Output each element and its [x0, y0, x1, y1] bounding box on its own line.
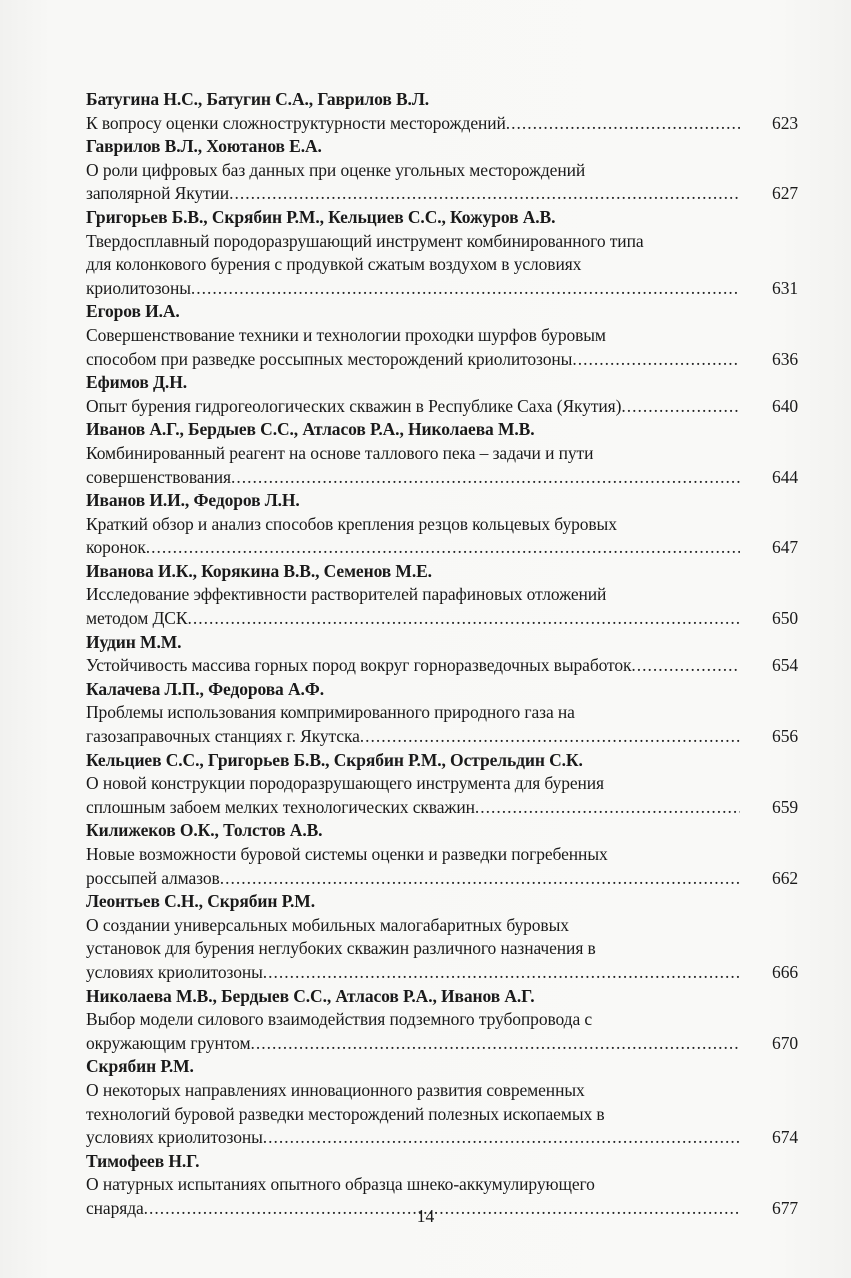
toc-entry-title-line: [86, 159, 798, 183]
toc-entry-title-line: [86, 796, 798, 820]
toc-entry-title-line: [86, 607, 798, 631]
toc-entry-title-line: [86, 961, 798, 985]
toc-entry-title-line: [86, 654, 798, 678]
dot-leader: [475, 796, 740, 820]
toc-entry-page: 659: [772, 796, 798, 817]
toc-entry-title-line: [86, 1008, 798, 1032]
toc-entry: [86, 749, 798, 820]
toc-entry-authors: Скрябин Р.М.: [86, 1056, 194, 1077]
toc-entry-title-text: условиях криолитозоны: [86, 1127, 263, 1148]
toc-entry-title-line: [86, 442, 798, 466]
toc-entry: [86, 890, 798, 984]
toc-entry-title-text: Твердосплавный породоразрушающий инструмент комбинированного типа: [86, 230, 644, 251]
toc-entry-authors: Иванов И.И., Федоров Л.Н.: [86, 490, 300, 511]
toc-entry-page: 674: [772, 1127, 798, 1148]
dot-leader: [263, 961, 740, 985]
toc-entry-title-line: [86, 348, 798, 372]
toc-entry-title-line: [86, 701, 798, 725]
dot-leader: [250, 1032, 740, 1056]
toc-entry-authors: Иванов А.Г., Бердыев С.С., Атласов Р.А., Николаева М.В.: [86, 419, 535, 440]
toc-entry-title-text: установок для бурения неглубоких скважин различного назначения в: [86, 938, 596, 959]
toc-entry-title-text: Комбинированный реагент на основе таллового пека – задачи и пути: [86, 442, 594, 463]
toc-entry-page: 654: [772, 655, 798, 676]
toc-entry-authors: Николаева М.В., Бердыев С.С., Атласов Р.А., Иванов А.Г.: [86, 985, 535, 1006]
dot-leader: [263, 1126, 740, 1150]
toc-entry-page: 666: [772, 961, 798, 982]
toc-entry-title-line: [86, 230, 798, 254]
toc-entry-authors: Калачева Л.П., Федорова А.Ф.: [86, 678, 325, 699]
toc-entry-title-text: сплошным забоем мелких технологических скважин: [86, 796, 475, 817]
toc-entry-title-text: криолитозоны: [86, 277, 191, 298]
toc-entry-title-text: снаряда: [86, 1197, 144, 1218]
toc-entry-title-line: [86, 1103, 798, 1127]
toc-entry-title-text: Краткий обзор и анализ способов крепления резцов кольцевых буровых: [86, 513, 617, 534]
page-number: 14: [416, 1206, 435, 1226]
toc-entry-page: 627: [772, 183, 798, 204]
toc-entry-title-text: Исследование эффективности растворителей парафиновых отложений: [86, 584, 607, 605]
toc-entry-title-text: Проблемы использования компримированного природного газа на: [86, 702, 575, 723]
toc-entry-page: 644: [772, 466, 798, 487]
toc-entry-title-text: Совершенствование техники и технологии проходки шурфов буровым: [86, 324, 606, 345]
toc-entry-title-line: [86, 466, 798, 490]
toc-entry-title-text: для колонкового бурения с продувкой сжатым воздухом в условиях: [86, 254, 582, 275]
toc-entry-title-text: россыпей алмазов: [86, 867, 220, 888]
toc-entry-authors: Иванова И.К., Корякина В.В., Семенов М.Е.: [86, 560, 432, 581]
toc-entry-title-line: [86, 112, 798, 136]
dot-leader: [631, 654, 740, 678]
toc-entry: [86, 985, 798, 1056]
toc-entry-title-line: [86, 253, 798, 277]
toc-entry: [86, 678, 798, 749]
toc-entry-title-line: [86, 1126, 798, 1150]
toc-entry-page: 670: [772, 1032, 798, 1053]
toc-entry-title-text: заполярной Якутии: [86, 183, 230, 204]
dot-leader: [506, 112, 740, 136]
toc-entry-page: 662: [772, 867, 798, 888]
toc-entry-title-text: О натурных испытаниях опытного образца шнеко-аккумулирующего: [86, 1174, 595, 1195]
toc-entry-authors: Иудин М.М.: [86, 631, 182, 652]
toc-entry-title-text: Выбор модели силового взаимодействия подземного трубопровода с: [86, 1009, 593, 1030]
toc-entry-title-line: [86, 536, 798, 560]
toc-entry-title-text: О создании универсальных мобильных малогабаритных буровых: [86, 914, 569, 935]
toc-entry-authors: Килижеков О.К., Толстов А.В.: [86, 820, 323, 841]
toc-entry-authors: Ефимов Д.Н.: [86, 372, 187, 393]
toc-entry-authors: Гаврилов В.Л., Хоютанов Е.А.: [86, 136, 322, 157]
dot-leader: [360, 725, 740, 749]
toc-entry-page: 650: [772, 608, 798, 629]
dot-leader: [231, 466, 740, 490]
toc-entry-title-line: [86, 725, 798, 749]
toc-entry-title-line: [86, 182, 798, 206]
toc-entry-title-line: [86, 914, 798, 938]
toc-entry-page: 647: [772, 537, 798, 558]
toc-entry: [86, 300, 798, 371]
dot-leader: [229, 182, 740, 206]
toc-entry: [86, 418, 798, 489]
toc-entry-page: 623: [772, 112, 798, 133]
toc-entry-title-text: газозаправочных станциях г. Якутска: [86, 726, 360, 747]
toc-entry-title-line: [86, 937, 798, 961]
toc-entry-authors: Егоров И.А.: [86, 301, 180, 322]
toc-entry-authors: Батугина Н.С., Батугин С.А., Гаврилов В.Л.: [86, 89, 430, 109]
toc-entry: [86, 88, 798, 135]
toc-entry-title-line: [86, 324, 798, 348]
dot-leader: [187, 607, 740, 631]
dot-leader: [572, 348, 740, 372]
toc-entry: [86, 371, 798, 418]
table-of-contents: [86, 88, 798, 1221]
toc-entry-title-line: [86, 1173, 798, 1197]
toc-entry-authors: Тимофеев Н.Г.: [86, 1150, 200, 1171]
toc-entry: [86, 1055, 798, 1149]
toc-entry: [86, 560, 798, 631]
toc-entry-page: 640: [772, 395, 798, 416]
toc-entry-title-text: О новой конструкции породоразрушающего инструмента для бурения: [86, 773, 605, 794]
toc-entry-title-text: условиях криолитозоны: [86, 961, 263, 982]
toc-entry-title-line: [86, 277, 798, 301]
toc-entry: [86, 206, 798, 300]
toc-entry-title-text: совершенствования: [86, 466, 231, 487]
toc-entry-title-text: окружающим грунтом: [86, 1032, 251, 1053]
toc-entry-title-line: [86, 1079, 798, 1103]
toc-entry: [86, 631, 798, 678]
toc-entry-title-text: К вопросу оценки сложноструктурности месторождений: [86, 112, 506, 133]
toc-entry-title-line: [86, 1032, 798, 1056]
toc-entry-page: 677: [772, 1197, 798, 1218]
toc-entry-title-text: О некоторых направлениях инновационного развития современных: [86, 1079, 585, 1100]
toc-entry-authors: Григорьев Б.В., Скрябин Р.М., Кельциев С.С., Кожуров А.В.: [86, 206, 556, 227]
toc-entry-authors: Леонтьев С.Н., Скрябин Р.М.: [86, 891, 315, 912]
toc-entry-title-text: О роли цифровых баз данных при оценке угольных месторождений: [86, 159, 586, 180]
toc-entry-title-line: [86, 867, 798, 891]
toc-entry-title-text: способом при разведке россыпных месторождений криолитозоны: [86, 348, 573, 369]
toc-entry-title-line: [86, 395, 798, 419]
toc-entry-title-line: [86, 843, 798, 867]
dot-leader: [191, 277, 740, 301]
toc-entry-title-text: технологий буровой разведки месторождений полезных ископаемых в: [86, 1103, 605, 1124]
dot-leader: [146, 536, 740, 560]
toc-entry-title-text: Новые возможности буровой системы оценки и разведки погребенных: [86, 844, 608, 864]
toc-entry-title-line: [86, 583, 798, 607]
toc-entry-authors: Кельциев С.С., Григорьев Б.В., Скрябин Р.М., Острельдин С.К.: [86, 749, 583, 770]
toc-entry-title-text: методом ДСК: [86, 608, 188, 629]
toc-entry: [86, 489, 798, 560]
dot-leader: [621, 395, 740, 419]
toc-entry-title-line: [86, 513, 798, 537]
toc-entry-page: 656: [772, 726, 798, 747]
toc-entry-page: 636: [772, 348, 798, 369]
toc-entry-title-text: Опыт бурения гидрогеологических скважин в Республике Саха (Якутия): [86, 395, 622, 416]
dot-leader: [220, 867, 740, 891]
toc-entry-title-line: [86, 772, 798, 796]
toc-entry: [86, 135, 798, 206]
toc-entry-page: 631: [772, 277, 798, 298]
toc-entry: [86, 819, 798, 890]
toc-entry-title-text: коронок: [86, 537, 146, 558]
toc-entry-title-text: Устойчивость массива горных пород вокруг горноразведочных выработок: [86, 655, 632, 676]
